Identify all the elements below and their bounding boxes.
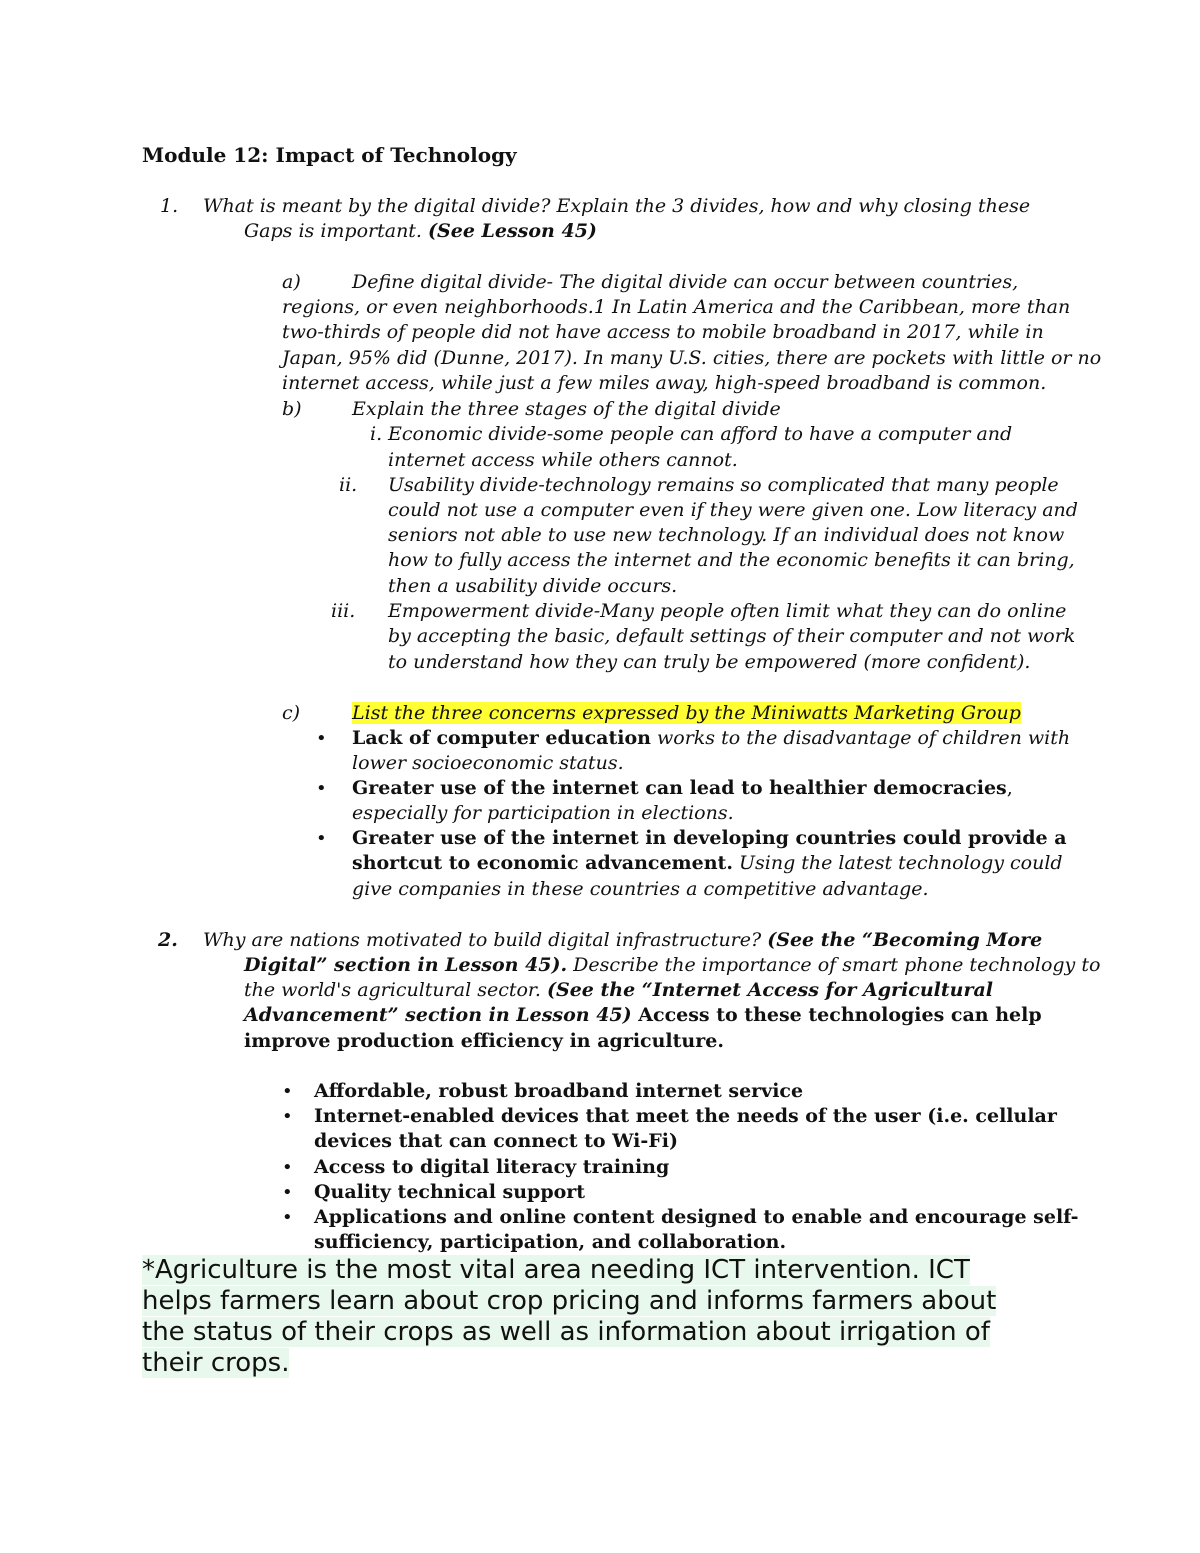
note-line: their crops. [142,1348,290,1378]
q2-bullet-line: sufficiency, participation, and collaboration. [314,1231,787,1253]
q1-question-line: What is meant by the digital divide? Explain the 3 divides, how and why closing these [203,195,1031,217]
q1c-highlighted-text: List the three concerns expressed by the Miniwatts Marketing Group [352,702,1021,724]
q1c-bullet-line: especially for participation in elections. [352,802,734,824]
q1-number: 1. [160,195,179,217]
q1b-item-line: could not use a computer even if they were given one. Low literacy and [388,499,1078,521]
agriculture-note [142,1255,1022,1379]
q1b-item-number: ii. [339,474,358,496]
q1b-item-line: to understand how they can truly be empowered (more confident). [388,651,1031,673]
q1c-bullet-line: lower socioeconomic status. [352,752,624,774]
q1c-bullet-line: shortcut to economic advancement. Using the latest technology could [352,852,1063,874]
q1c-label: c) [282,702,301,724]
q1b-item-line: Usability divide-technology remains so complicated that many people [388,474,1059,496]
q1b-item-line: by accepting the basic, default settings of their computer and not work [388,625,1076,647]
q2-bullet-line: Internet-enabled devices that meet the needs of the user (i.e. cellular [314,1105,1057,1127]
q2-bullet-line: Quality technical support [314,1181,586,1203]
q2-bullet-line: Applications and online content designed to enable and encourage self- [314,1206,1079,1228]
q1a-text-line: internet access, while just a few miles away, high-speed broadband is common. [282,372,1047,394]
q1a-text-line: two-thirds of people did not have access to mobile broadband in 2017, while in [282,321,1044,343]
bullet-icon: • [282,1106,293,1127]
q1b-label: b) [282,398,302,420]
q1c-bullet-line: Greater use of the internet can lead to healthier democracies, [352,777,1013,799]
bullet-icon: • [282,1182,293,1203]
q1b-item-number: i. [370,423,383,445]
q1b-item-line: internet access while others cannot. [388,449,738,471]
q1b-text: Explain the three stages of the digital divide [352,398,781,420]
bullet-icon: • [282,1207,293,1228]
q1b-item-line: then a usability divide occurs. [388,575,678,597]
q1b-item-line: Empowerment divide-Many people often limit what they can do online [388,600,1067,622]
q1b-item-number: iii. [331,600,356,622]
bullet-icon: • [282,1157,293,1178]
q1c-bullet-line: Greater use of the internet in developing countries could provide a [352,827,1067,849]
q2-number: 2. [158,929,178,951]
q2-question-line: improve production efficiency in agriculture. [244,1030,724,1052]
note-line: helps farmers learn about crop pricing and informs farmers about [142,1286,997,1316]
page-title: Module 12: Impact of Technology [142,143,517,167]
q1b-item-line: Economic divide-some people can afford to have a computer and [388,423,1013,445]
q1-lesson-ref: (See Lesson 45) [428,220,597,242]
q1a-label: a) [282,271,301,293]
q2-question-line: Advancement” section in Lesson 45) Access to these technologies can help [244,1004,1042,1026]
bullet-icon: • [282,1081,293,1102]
bullet-icon: • [316,728,327,749]
bullet-icon: • [316,828,327,849]
q1a-text-line: Define digital divide- The digital divide can occur between countries, [352,271,1019,293]
q1c-bullet-line: give companies in these countries a competitive advantage. [352,878,929,900]
q1a-text-line: Japan, 95% did (Dunne, 2017). In many U.S. cities, there are pockets with little or no [282,347,1102,369]
q1-question-line: Gaps is important. (See Lesson 45) [244,220,597,242]
note-line: the status of their crops as well as information about irrigation of [142,1317,990,1347]
q2-bullet-line: Affordable, robust broadband internet service [314,1080,804,1102]
q2-question-line: the world's agricultural sector. (See the “Internet Access for Agricultural [244,979,994,1001]
q1b-item-line: how to fully access the internet and the economic benefits it can bring, [388,549,1075,571]
q2-bullet-line: devices that can connect to Wi-Fi) [314,1130,678,1152]
q2-question-line: Digital” section in Lesson 45). Describe the importance of smart phone technology to [244,954,1101,976]
q2-question-line: Why are nations motivated to build digital infrastructure? (See the “Becoming More [203,929,1043,951]
q1a-text-line: regions, or even neighborhoods.1 In Latin America and the Caribbean, more than [282,296,1071,318]
q2-bullet-line: Access to digital literacy training [314,1156,670,1178]
bullet-icon: • [316,778,327,799]
note-line: *Agriculture is the most vital area needing ICT intervention. ICT [142,1255,970,1285]
q1b-item-line: seniors not able to use new technology. If an individual does not know [388,524,1065,546]
q1c-bullet-line: Lack of computer education works to the disadvantage of children with [352,727,1071,749]
